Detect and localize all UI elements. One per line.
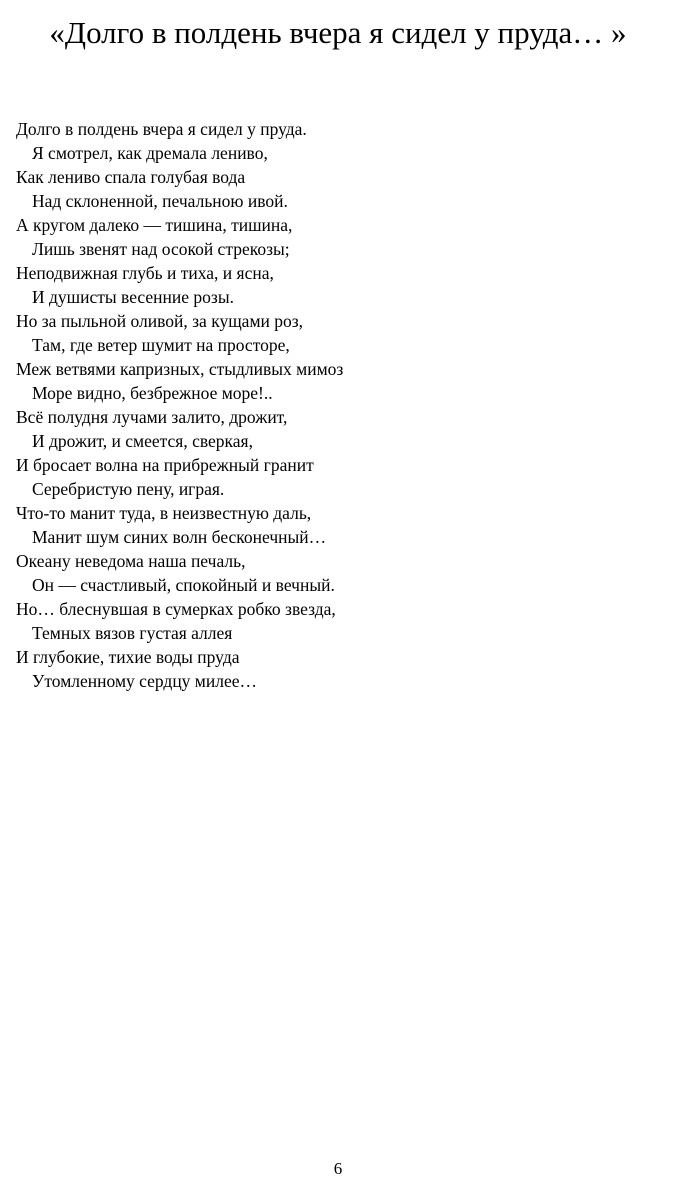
poem-line: Но… блеснувшая в сумерках робко звезда, bbox=[16, 599, 336, 619]
poem-line: Серебристую пену, играя. bbox=[32, 479, 225, 499]
poem-line: Океану неведома наша печаль, bbox=[16, 551, 246, 571]
poem-line: И бросает волна на прибрежный гранит bbox=[16, 455, 314, 475]
poem-line: Неподвижная глубь и тиха, и ясна, bbox=[16, 263, 274, 283]
poem-line: И душисты весенние розы. bbox=[32, 287, 234, 307]
poem-line: Что-то манит туда, в неизвестную даль, bbox=[16, 503, 312, 523]
poem-line: Как лениво спала голубая вода bbox=[16, 167, 246, 187]
poem-line: Меж ветвями капризных, стыдливых мимоз bbox=[16, 359, 344, 379]
poem-line: Там, где ветер шумит на просторе, bbox=[32, 335, 290, 355]
poem-line: Лишь звенят над осокой стрекозы; bbox=[32, 239, 290, 259]
poem-line: Над склоненной, печальною ивой. bbox=[32, 191, 288, 211]
poem-line: Темных вязов густая аллея bbox=[32, 623, 233, 643]
poem-line: Море видно, безбрежное море!.. bbox=[32, 383, 273, 403]
poem-line: И глубокие, тихие воды пруда bbox=[16, 647, 240, 667]
poem-line: Но за пыльной оливой, за кущами роз, bbox=[16, 311, 304, 331]
poem-line: Долго в полдень вчера я сидел у пруда. bbox=[16, 119, 307, 139]
poem-body bbox=[16, 117, 343, 693]
poem-line: А кругом далеко — тишина, тишина, bbox=[16, 215, 293, 235]
page-number: 6 bbox=[333, 1159, 343, 1178]
poem-line: И дрожит, и смеется, сверкая, bbox=[32, 431, 253, 451]
poem-line: Всё полудня лучами залито, дрожит, bbox=[16, 407, 288, 427]
poem-line: Я смотрел, как дремала лениво, bbox=[32, 143, 268, 163]
poem-line: Он — счастливый, спокойный и вечный. bbox=[32, 575, 335, 595]
poem-title: «Долго в полдень вчера я сидел у пруда… » bbox=[49, 15, 627, 50]
poem-line: Утомленному сердцу милее… bbox=[32, 671, 258, 691]
poem-line: Манит шум синих волн бесконечный… bbox=[32, 527, 327, 547]
